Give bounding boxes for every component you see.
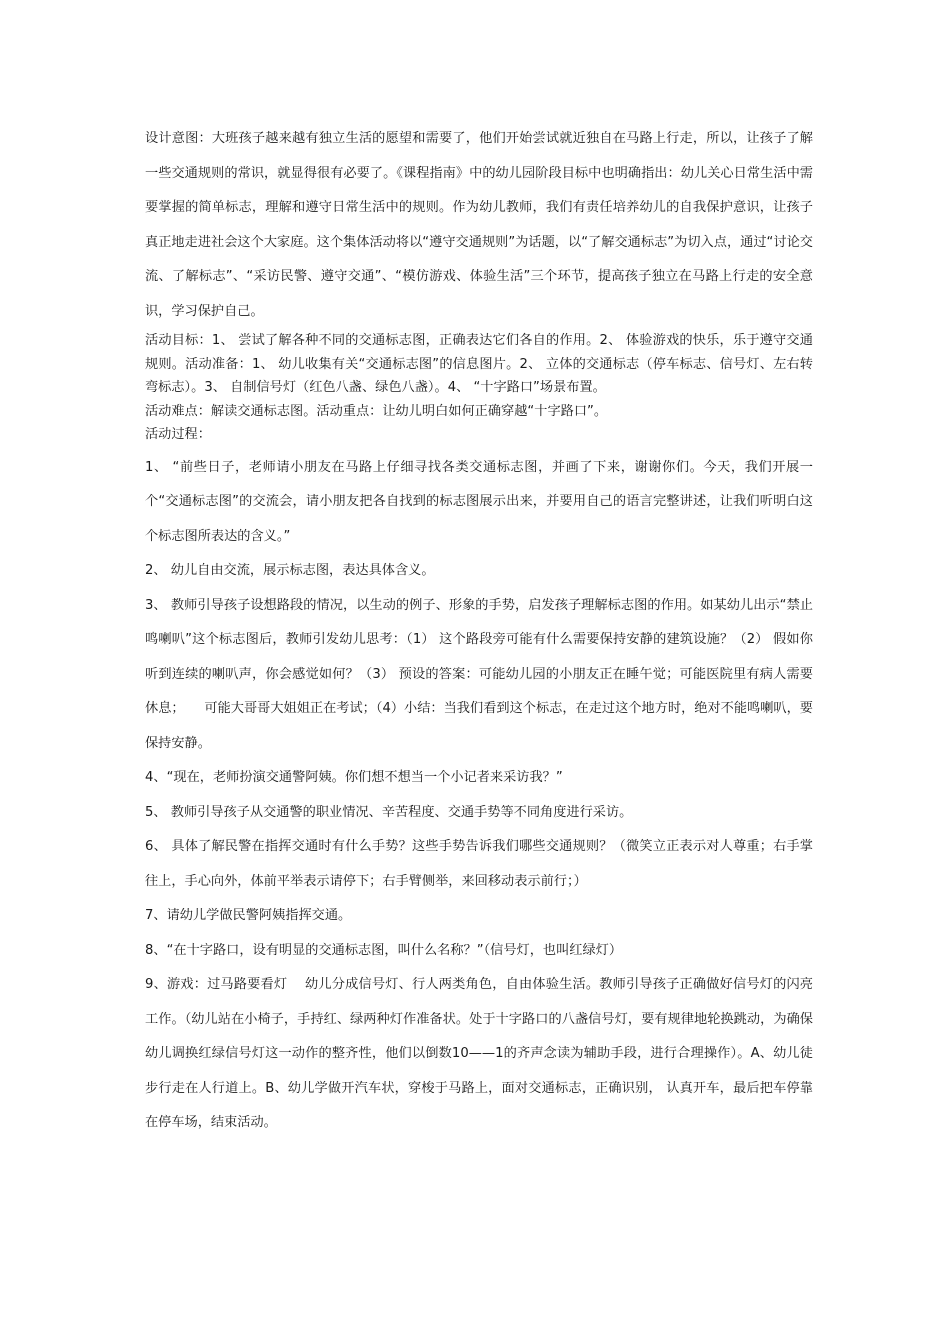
step-9: 9、游戏：过马路要看灯 幼儿分成信号灯、行人两类角色，自由体验生活。教师引导孩子正确做好信号灯的闪亮工作。（幼儿站在小椅子，手持红、绿两种灯作准备状。处于十字路口的八盏信号灯，要有规律地轮换跳动，为确保幼儿调换红绿信号灯这一动作的整齐性，他们以倒数10——1的齐声念读为辅助手段，进行合理操作）。A、幼儿徒步行走在人行道上。B、幼儿学做开汽车状，穿梭于马路上，面对交通标志，正确识别， 认真开车，最后把车停靠在停车场，结束活动。: [145, 977, 813, 1130]
step-5: 5、 教师引导孩子从交通警的职业情况、辛苦程度、交通手势等不同角度进行采访。: [145, 804, 633, 820]
step-4: 4、“现在，老师扮演交通警阿姨。你们想不想当一个小记者来采访我？”: [145, 770, 563, 785]
step-6: 6、 具体了解民警在指挥交通时有什么手势？这些手势告诉我们哪些交通规则？（微笑立正表示对人尊重；右手掌往上，手心向外，体前平举表示请停下；右手臂侧举，来回移动表示前行；）: [145, 839, 813, 889]
step-1: 1、 “前些日子，老师请小朋友在马路上仔细寻找各类交通标志图，并画了下来，谢谢你们。今天，我们开展一个“交通标志图”的交流会，请小朋友把各自找到的标志图展示出来，并要用自己的语言完整讲述，让我们听明白这个标志图所表达的含义。”: [145, 459, 813, 544]
step-2: 2、 幼儿自由交流，展示标志图，表达具体含义。: [145, 563, 435, 578]
activity-goals-paragraph: 活动目标：1、 尝试了解各种不同的交通标志图，正确表达它们各自的作用。2、 体验游戏的快乐，乐于遵守交通规则。活动准备：1、 幼儿收集有关“交通标志图”的信息图片。2、 立体的交通标志（停车标志、信号灯、左右转弯标志）。3、 自制信号灯（红色八盏、绿色八盏）。4、 “十字路口”场景布置。: [145, 333, 813, 395]
design-intent-paragraph: 设计意图：大班孩子越来越有独立生活的愿望和需要了，他们开始尝试就近独自在马路上行走，所以，让孩子了解一些交通规则的常识，就显得很有必要了。《课程指南》中的幼儿园阶段目标中也明确指出：幼儿关心日常生活中需要掌握的简单标志，理解和遵守日常生活中的规则。作为幼儿教师，我们有责任培养幼儿的自我保护意识，让孩子真正地走进社会这个大家庭。这个集体活动将以“遵守交通规则”为话题，以“了解交通标志”为切入点，通过“讨论交流、了解标志”、“采访民警、遵守交通”、“模仿游戏、体验生活”三个环节，提高孩子独立在马路上行走的安全意识，学习保护自己。: [145, 131, 813, 319]
step-7: 7、请幼儿学做民警阿姨指挥交通。: [145, 908, 352, 923]
activity-difficulty-paragraph: 活动难点：解读交通标志图。活动重点：让幼儿明白如何正确穿越“十字路口”。: [145, 403, 608, 419]
activity-steps: [145, 451, 813, 1141]
step-3: 3、 教师引导孩子设想路段的情况，以生动的例子、形象的手势，启发孩子理解标志图的作用。如某幼儿出示“禁止鸣喇叭”这个标志图后，教师引发幼儿思考：（1） 这个路段旁可能有什么需要保持安静的建筑设施？（2） 假如你听到连续的喇叭声，你会感觉如何？（3） 预设的答案：可能幼儿园的小朋友正在睡午觉；可能医院里有病人需要休息； 可能大哥哥大姐姐正在考试；（4）小结：当我们看到这个标志，在走过这个地方时，绝对不能鸣喇叭，要保持安静。: [145, 597, 813, 751]
step-8: 8、“在十字路口，设有明显的交通标志图，叫什么名称？”（信号灯，也叫红绿灯）: [145, 942, 623, 958]
activity-process-label: 活动过程：: [145, 427, 211, 442]
document-page: [145, 122, 813, 1141]
